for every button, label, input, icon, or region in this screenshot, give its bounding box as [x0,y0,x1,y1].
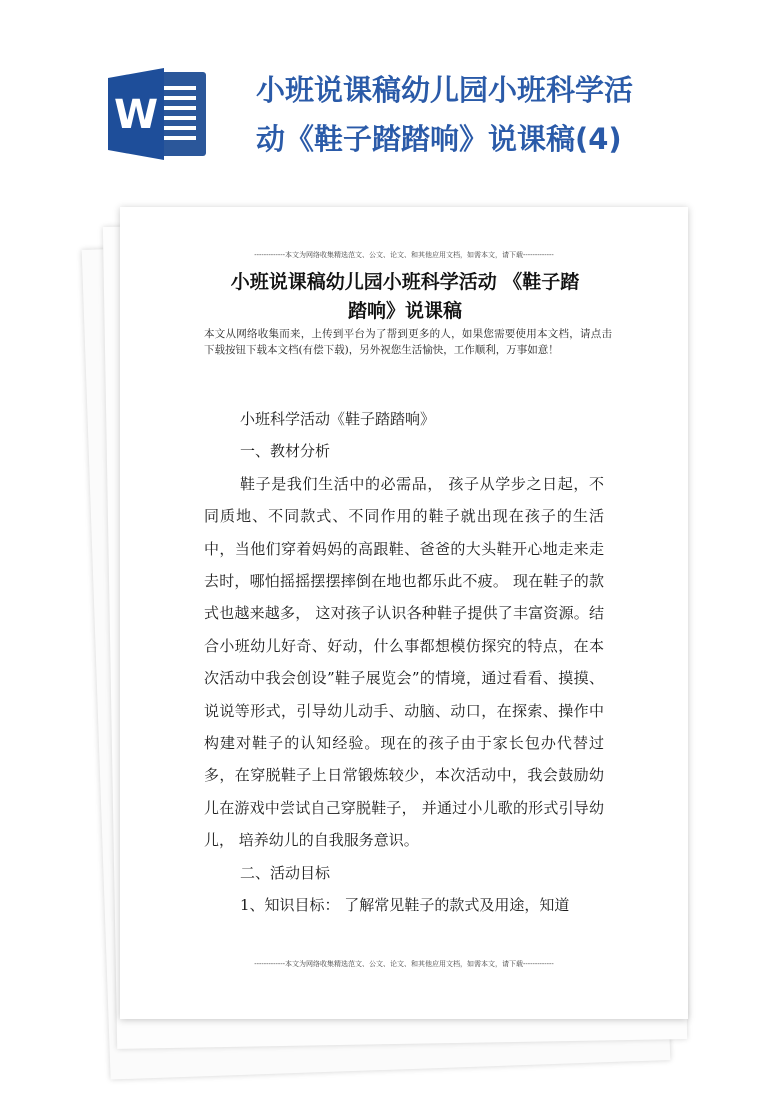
document-title [180,268,630,326]
paragraph-1: 鞋子是我们生活中的必需品， 孩子从学步之日起，不同质地、不同款式、不同作用的鞋子就出现在孩子的生活中，当他们穿着妈妈的高跟鞋、爸爸的大头鞋开心地走来走去时，哪怕摇摇摆摆摔倒在地也都乐此不疲。 现在鞋子的款式也越来越多， 这对孩子认识各种鞋子提供了丰富资源。结合小班幼儿好奇、好动，什么事都想模仿探究的特点，在本次活动中我会创设”鞋子展览会”的情境，通过看看、摸摸、说说等形式，引导幼儿动手、动脑、动口，在探索、操作中构建对鞋子的认知经验。现在的孩子由于家长包办代替过多，在穿脱鞋子上日常锻炼较少，本次活动中，我会鼓励幼儿在游戏中尝试自己穿脱鞋子， 并通过小儿歌的形式引导幼儿， 培养幼儿的自我服务意识。 [204,474,604,850]
document-body [204,403,604,922]
activity-title: 小班科学活动《鞋子踏踏响》 [240,410,436,428]
document-page [120,207,688,1019]
section-heading-1: 一、教材分析 [240,442,331,461]
document-title-line2: 踏响》说课稿 [347,300,462,322]
header-title-line2: 动《鞋子踏踏响》说课稿(4) [256,122,622,156]
section-heading-2: 二、活动目标 [240,863,331,882]
bottom-notice: -------------本文为网络收集精选范文、公文、论文、和其他应用文档，如需本文，请下载------------- [254,960,554,968]
document-title-line1: 小班说课稿幼儿园小班科学活动 《鞋子踏 [230,271,580,293]
word-logo-icon [106,66,210,162]
word-logo-letter: W [113,92,159,138]
intro-text: 本文从网络收集而来，上传到平台为了帮到更多的人，如果您需要使用本文档，请点击下载按钮下载本文档(有偿下载)，另外祝您生活愉快，工作顺利，万事如意！ [204,328,612,356]
top-notice: -------------本文为网络收集精选范文、公文、论文、和其他应用文档，如需本文，请下载------------- [254,251,554,259]
goal-1: 1、知识目标： 了解常见鞋子的款式及用途，知道 [240,896,570,915]
header-title-line1: 小班说课稿幼儿园小班科学活 [256,73,634,107]
header-title [256,66,756,164]
